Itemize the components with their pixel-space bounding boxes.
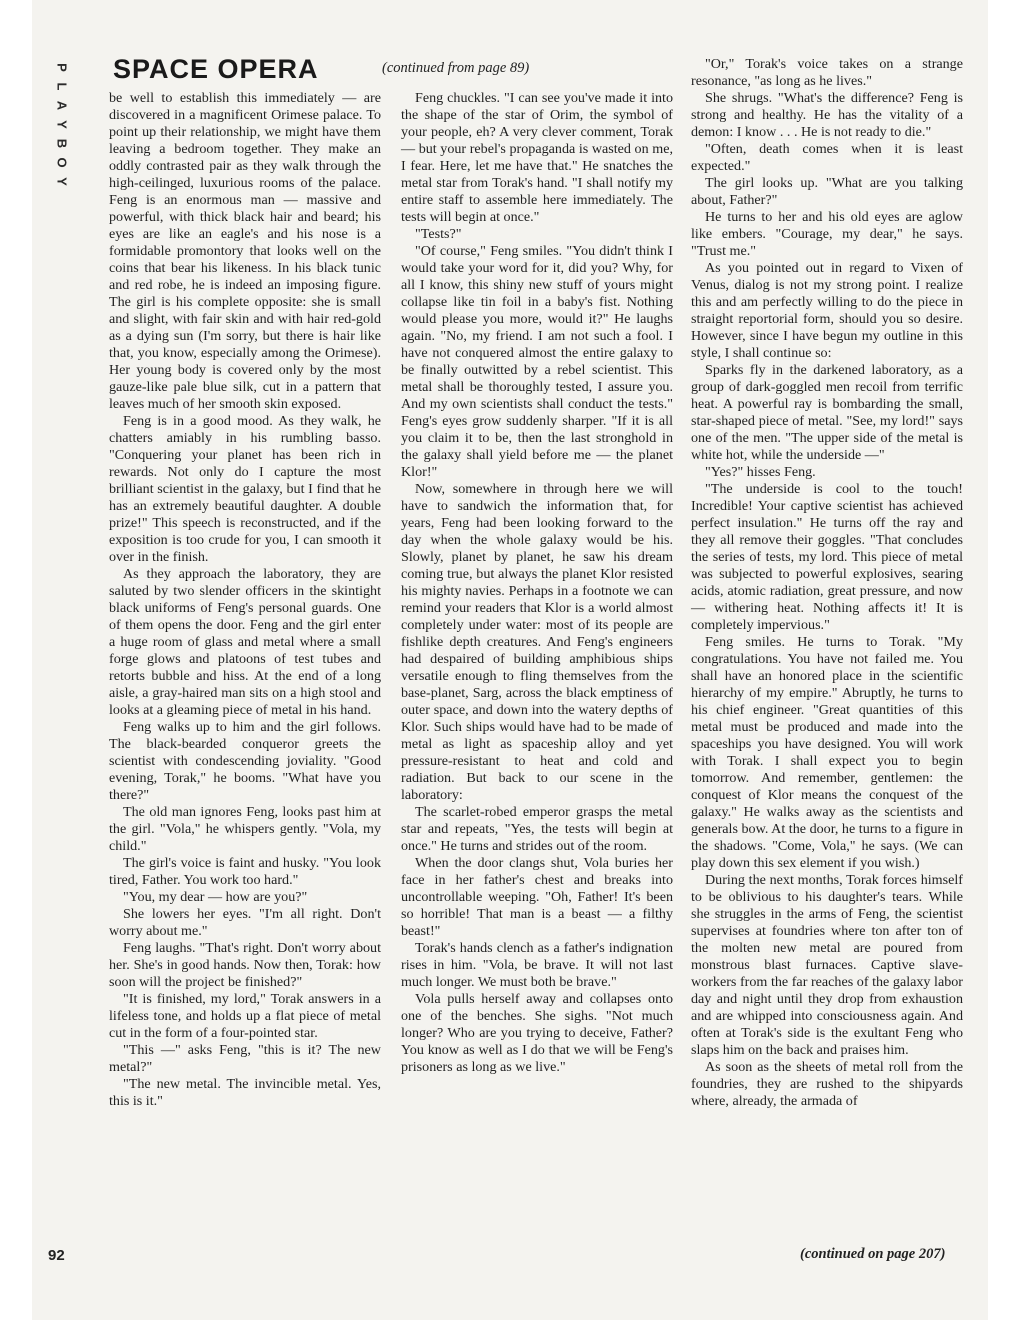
paragraph: The girl looks up. "What are you talking about, Father?" [691, 175, 963, 208]
paragraph: She lowers her eyes. "I'm all right. Don't worry about me." [109, 906, 381, 939]
masthead-letter: P [54, 63, 70, 72]
paragraph: "Tests?" [415, 226, 462, 242]
text-column-2 [401, 90, 673, 1076]
paragraph: When the door clangs shut, Vola buries her face in her father's chest and breaks into uncontrollable weeping. "Oh, Father! It's been so horrible! That man is a beast — a filthy beast!" [401, 855, 673, 939]
paragraph: As they approach the laboratory, they are saluted by two slender officers in the skintight black uniforms of Feng's personal guards. One of them opens the door. Feng and the girl enter a huge room of glass and metal where a small forge glows and platoons of test tubes and retorts bubble and hiss. At the end of a long aisle, a gray-haired man sits on a high stool and looks at a gleaming piece of metal in his hand. [109, 566, 381, 718]
masthead-letter: L [54, 82, 70, 91]
paragraph: Feng laughs. "That's right. Don't worry about her. She's in good hands. Now then, Torak: how soon will the project be finished?" [109, 940, 381, 990]
paragraph: "The new metal. The invincible metal. Yes, this is it." [109, 1076, 381, 1109]
paragraph: He turns to her and his old eyes are aglow like embers. "Courage, my dear," he says. "Trust me." [691, 209, 963, 259]
paragraph: be well to establish this immediately — are discovered in a magnificent Orimese palace. To point up their relationship, we might have them leaving a bedroom together. They make an oddly contrasted pair as they walk through the high-ceilinged, luxurious rooms of the palace. Feng is an enormous man — massive and powerful, with thick black hair and beard; his eyes are like an eagle's and his nose is a formidable promontory that looks well on the coins that bear his likeness. In his black tunic and red robe, he is indeed an imposing figure. The girl is his complete opposite: she is small and slight, with fair skin and with hair red-gold as a dying sun (I'm sorry, but there is hair like that, you know, especially among the Orimese). Her young body is covered only by the most gauze-like pale blue silk, cut in a pattern that leaves much of her smooth skin exposed. [109, 90, 381, 412]
masthead-letter: Y [54, 120, 70, 129]
masthead-letter: A [54, 100, 70, 111]
text-column-1 [109, 90, 381, 1110]
paragraph: "It is finished, my lord," Torak answers in a lifeless tone, and holds up a flat piece of metal cut in the form of a four-pointed star. [109, 991, 381, 1041]
article-title: SPACE OPERA [113, 54, 319, 84]
continued-on-note: (continued on page 207) [800, 1246, 946, 1262]
paragraph: Feng chuckles. "I can see you've made it into the shape of the star of Orim, the symbol of your people, eh? A very clever comment, Torak — but your rebel's propaganda is wasted on me, I fear. Here, let me have that." He snatches the metal star from Torak's hand. "I shall notify my entire staff to assemble here immediately. The tests will begin at once." [401, 90, 673, 225]
paragraph: Vola pulls herself away and collapses onto one of the benches. She sighs. "Not much longer? Who are you trying to deceive, Father? You know as well as I do that we will be Feng's prisoners as long as we live." [401, 991, 673, 1075]
page-number: 92 [48, 1247, 65, 1264]
continued-from-note: (continued from page 89) [382, 60, 530, 76]
paragraph: "You, my dear — how are you?" [123, 889, 308, 905]
paragraph: "Or," Torak's voice takes on a strange resonance, "as long as he lives." [691, 56, 963, 89]
paragraph: Now, somewhere in through here we will have to sandwich the information that, for years, Feng had been looking forward to the day when the whole galaxy would be his. Slowly, planet by planet, he saw his dream coming true, but always the planet Klor resisted his mighty navies. Perhaps in a footnote we can remind your readers that Klor is a world almost completely under water: most of its people are fishlike depth creatures. And Feng's engineers had despaired of building amphibious ships versatile enough to fling themselves from the base-planet, Sarg, across the black emptiness of outer space, and down into the watery depths of Klor. Such ships would have had to be made of metal as light as spaceship alloy and yet pressure-resistant to heat and cold and radiation. But back to our scene in the laboratory: [401, 481, 673, 803]
paragraph: The girl's voice is faint and husky. "You look tired, Father. You work too hard." [109, 855, 381, 888]
paragraph: The old man ignores Feng, looks past him at the girl. "Vola," he whispers gently. "Vola, my child." [109, 804, 381, 854]
paragraph: Feng is in a good mood. As they walk, he chatters amiably in his rumbling basso. "Conquering your planet has been rich in rewards. Not only do I capture the most brilliant scientist in the galaxy, but I find that he has an extremely beautiful daughter. A double prize!" This speech is reconstructed, and if the exposition is too crude for you, I can smooth it over in the finish. [109, 413, 381, 565]
paragraph: Feng walks up to him and the girl follows. The black-bearded conqueror greets the scientist with condescending joviality. "Good evening, Torak," he booms. "What have you there?" [109, 719, 381, 803]
paragraph: During the next months, Torak forces himself to be oblivious to his daughter's tears. While she struggles in the arms of Feng, the scientist supervises at foundries where ton after ton of the molten new metal are poured from monstrous blast furnaces. Captive slave-workers from the far reaches of the galaxy labor day and night until they drop from exhaustion and are whipped into consciousness again. And often at Torak's side is the exultant Feng who slaps him on the back and praises him. [691, 872, 963, 1058]
paragraph: Torak's hands clench as a father's indignation rises in him. "Vola, be brave. It will not last much longer. We must both be brave." [401, 940, 673, 990]
paragraph: "Often, death comes when it is least expected." [691, 141, 963, 174]
masthead-letter: Y [54, 177, 70, 186]
paragraph: "Yes?" hisses Feng. [705, 464, 816, 480]
paragraph: "The underside is cool to the touch! Incredible! Your captive scientist has achieved perfect insulation." He turns off the ray and they all remove their goggles. "That concludes the series of tests, my lord. This piece of metal was subjected to powerful explosives, searing acids, atomic radiation, great pressure, and now — withering heat. Nothing affects it! It is completely impervious." [691, 481, 963, 633]
paragraph: Feng smiles. He turns to Torak. "My congratulations. You have not failed me. You shall have an honored place in the scientific hierarchy of my empire." Abruptly, he turns to his chief engineer. "Great quantities of this metal must be produced and made into the spaceships you have designed. You will work with Torak. I shall expect you to begin tomorrow. And remember, gentlemen: the conquest of Klor means the conquest of the galaxy." He walks away as the scientists and generals bow. At the door, he turns to a figure in the shadows. "Come, Vola," he says. (We can play down this sex element if you wish.) [691, 634, 963, 871]
masthead-letter: B [54, 138, 70, 149]
masthead-vertical [51, 58, 73, 191]
paragraph: "This —" asks Feng, "this is it? The new metal?" [109, 1042, 381, 1075]
paragraph: "Of course," Feng smiles. "You didn't think I would take your word for it, did you? Why, for all I know, this shiny new stuff of yours might collapse like tin foil in a baby's fist. Nothing would please you more, would it?" He laughs again. "No, my friend. I am not such a fool. I have not conquered almost the entire galaxy to be finally outwitted by a rebel scientist. This metal shall be thoroughly tested, I assure you. And my own scientists shall conduct the tests." Feng's eyes grow suddenly sharper. "If it is all you claim it to be, then the last stronghold in the galaxy shall yield before me — the planet Klor!" [401, 243, 673, 480]
text-column-3 [691, 56, 963, 1110]
paragraph: The scarlet-robed emperor grasps the metal star and repeats, "Yes, the tests will begin at once." He turns and strides out of the room. [401, 804, 673, 854]
paragraph: Sparks fly in the darkened laboratory, as a group of dark-goggled men recoil from terrific heat. A powerful ray is bombarding the small, star-shaped piece of metal. "See, my lord!" says one of the men. "The upper side of the metal is white hot, while the underside —" [691, 362, 963, 463]
paragraph: As you pointed out in regard to Vixen of Venus, dialog is not my strong point. I realize this and am perfectly willing to do the piece in straight reportorial form, should you so desire. However, since I have begun my outline in this style, I shall continue so: [691, 260, 963, 361]
paragraph: She shrugs. "What's the difference? Feng is strong and healthy. He has the vitality of a demon: I know . . . He is not ready to die." [691, 90, 963, 140]
paragraph: As soon as the sheets of metal roll from the foundries, they are rushed to the shipyards where, already, the armada of [691, 1059, 963, 1109]
masthead-letter: O [54, 157, 70, 168]
